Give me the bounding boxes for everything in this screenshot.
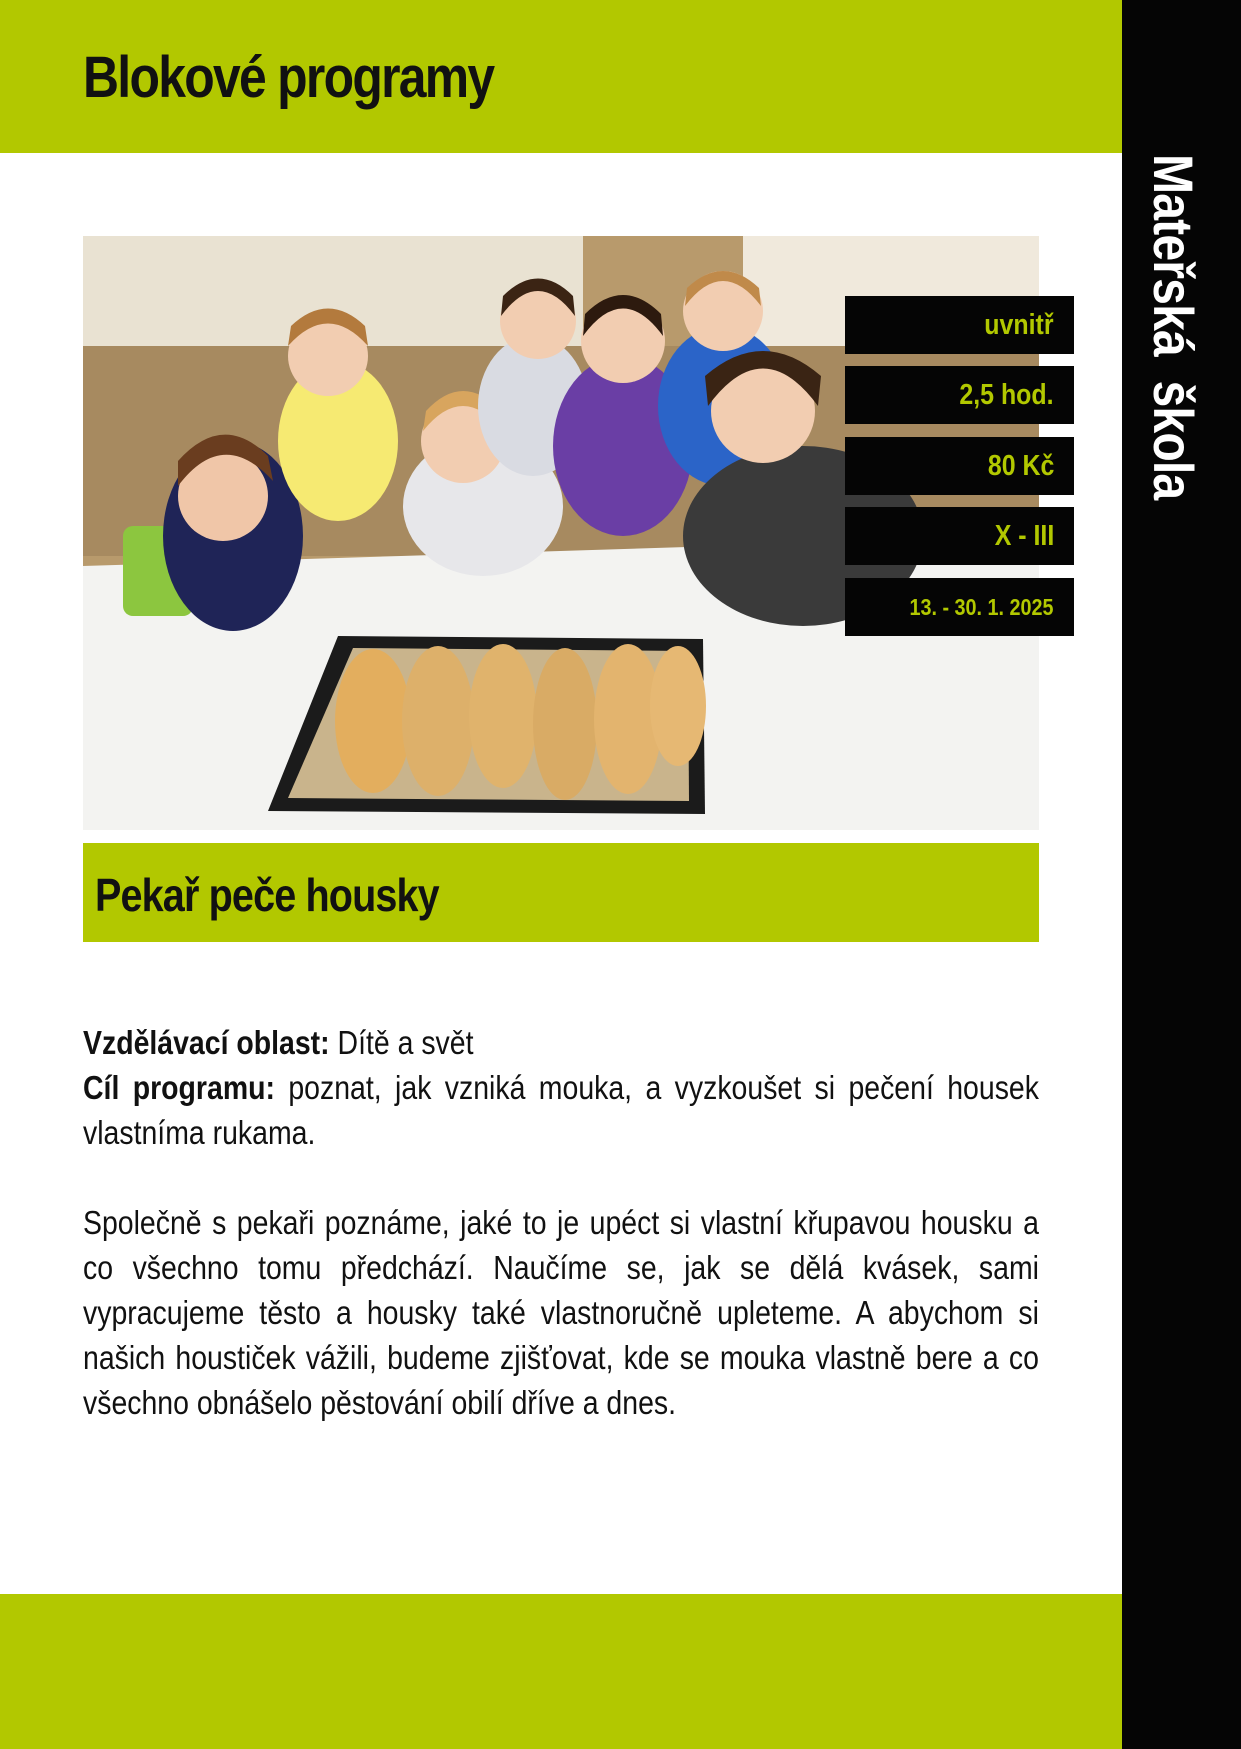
area-label: Vzdělávací oblast: (83, 1024, 330, 1061)
goal-value: poznat, jak vzniká mouka, a vyzkoušet si pečení housek vlastníma rukama. (83, 1069, 1039, 1151)
tag-price: 80 Kč (845, 437, 1074, 495)
side-label: Mateřská škola (1142, 154, 1205, 500)
footer-band (0, 1594, 1122, 1749)
page-title: Blokové programy (83, 45, 494, 110)
program-title: Pekař peče housky (95, 869, 439, 921)
goal-line (83, 1065, 1039, 1155)
area-line (83, 1020, 1039, 1065)
program-details (83, 1020, 1039, 1425)
area-value: Dítě a svět (337, 1024, 474, 1061)
tag-dates: 13. - 30. 1. 2025 (845, 578, 1074, 636)
photo-baking-tray (268, 636, 706, 814)
description: Společně s pekaři poznáme, jaké to je upéct si vlastní křupavou housku a co všechno tomu předchází. Naučíme se, jak se dělá kvásek, sami vypracujeme těsto a housky také vlastnoručně upleteme. A abychom si našich houstiček vážili, budeme zjišťovat, kde se mouka vlastně bere a co všechno obnášelo pěstování obilí dříve a dnes. (83, 1204, 1039, 1421)
header-band (0, 0, 1122, 153)
tag-duration: 2,5 hod. (845, 366, 1074, 424)
paragraph-gap (83, 1155, 1039, 1200)
tag-months: X - III (845, 507, 1074, 565)
program-title-band (83, 843, 1039, 942)
tag-location: uvnitř (845, 296, 1074, 354)
goal-label: Cíl programu: (83, 1069, 275, 1106)
